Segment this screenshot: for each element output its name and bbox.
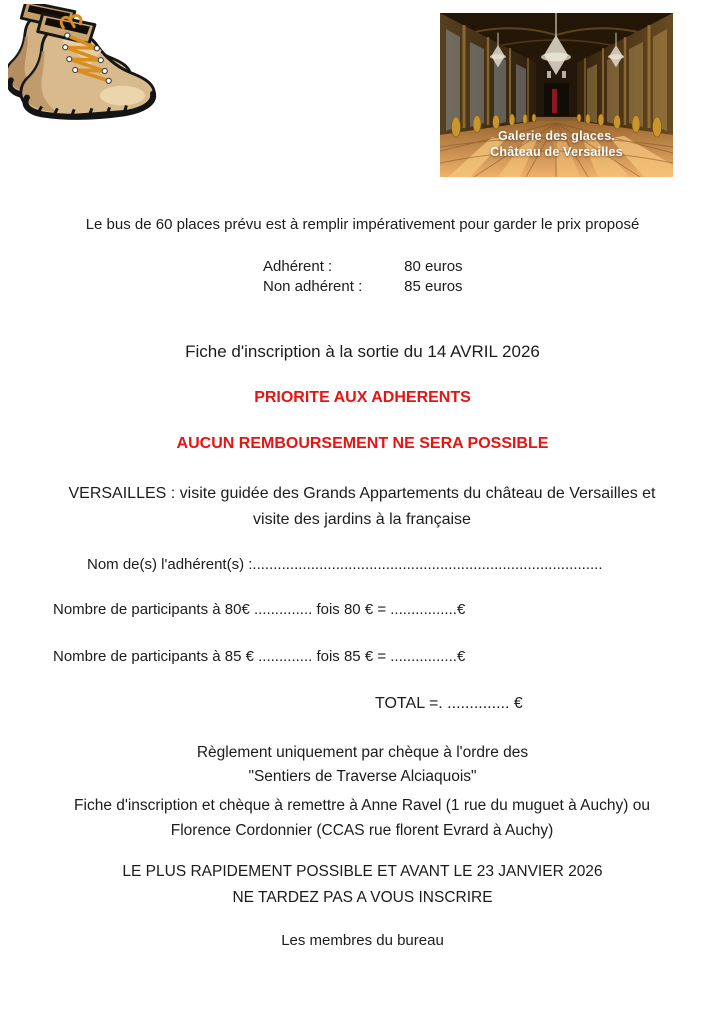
deadline-line2: NE TARDEZ PAS A VOUS INSCRIRE bbox=[232, 889, 493, 906]
price-label-member: Adhérent : bbox=[263, 258, 333, 275]
deadline-line1: LE PLUS RAPIDEMENT POSSIBLE ET AVANT LE 23 JANVIER 2026 bbox=[122, 863, 603, 880]
payment-line1: Règlement uniquement par chèque à l'ordre des bbox=[196, 744, 529, 761]
member-name-field-line: Nom de(s) l'adhérent(s) :.................................................................................... bbox=[87, 556, 603, 573]
photo-caption bbox=[440, 128, 673, 160]
photo-caption-line1: Galerie des glaces. bbox=[497, 129, 616, 143]
warning-no-refund: AUCUN REMBOURSEMENT NE SERA POSSIBLE bbox=[176, 435, 549, 452]
versailles-photo bbox=[440, 13, 673, 177]
price-value-member: 80 euros bbox=[404, 258, 463, 275]
participants-80-line: Nombre de participants à 80€ .............. fois 80 € = ................€ bbox=[53, 601, 466, 618]
hiking-boots-clipart bbox=[8, 4, 166, 134]
price-value-nonmember: 85 euros bbox=[404, 278, 463, 295]
intro-line: Le bus de 60 places prévu est à remplir impérativement pour garder le prix proposé bbox=[85, 216, 640, 233]
boots-icon bbox=[8, 4, 166, 134]
registration-title: Fiche d'inscription à la sortie du 14 AVRIL 2026 bbox=[185, 342, 540, 361]
photo-caption-line2: Château de Versailles bbox=[490, 145, 623, 159]
participants-85-line: Nombre de participants à 85 € ............. fois 85 € = ................€ bbox=[53, 648, 466, 665]
payment-line3: Fiche d'inscription et chèque à remettre à Anne Ravel (1 rue du muguet à Auchy) ou Florence Cordonnier (CCAS rue florent Evrard à Auchy) bbox=[74, 797, 650, 839]
trip-description: VERSAILLES : visite guidée des Grands Appartements du château de Versailles et visite des jardins à la française bbox=[68, 485, 656, 528]
price-table bbox=[263, 257, 463, 297]
boot-front bbox=[21, 14, 154, 117]
total-line: TOTAL =. .............. € bbox=[375, 695, 523, 712]
price-row-nonmember bbox=[263, 277, 463, 297]
price-row-member bbox=[263, 257, 463, 277]
payment-line2: "Sentiers de Traverse Alciaquois" bbox=[248, 768, 477, 785]
warning-priority: PRIORITE AUX ADHERENTS bbox=[254, 389, 471, 406]
price-label-nonmember: Non adhérent : bbox=[263, 278, 363, 295]
signature-line: Les membres du bureau bbox=[281, 932, 444, 949]
